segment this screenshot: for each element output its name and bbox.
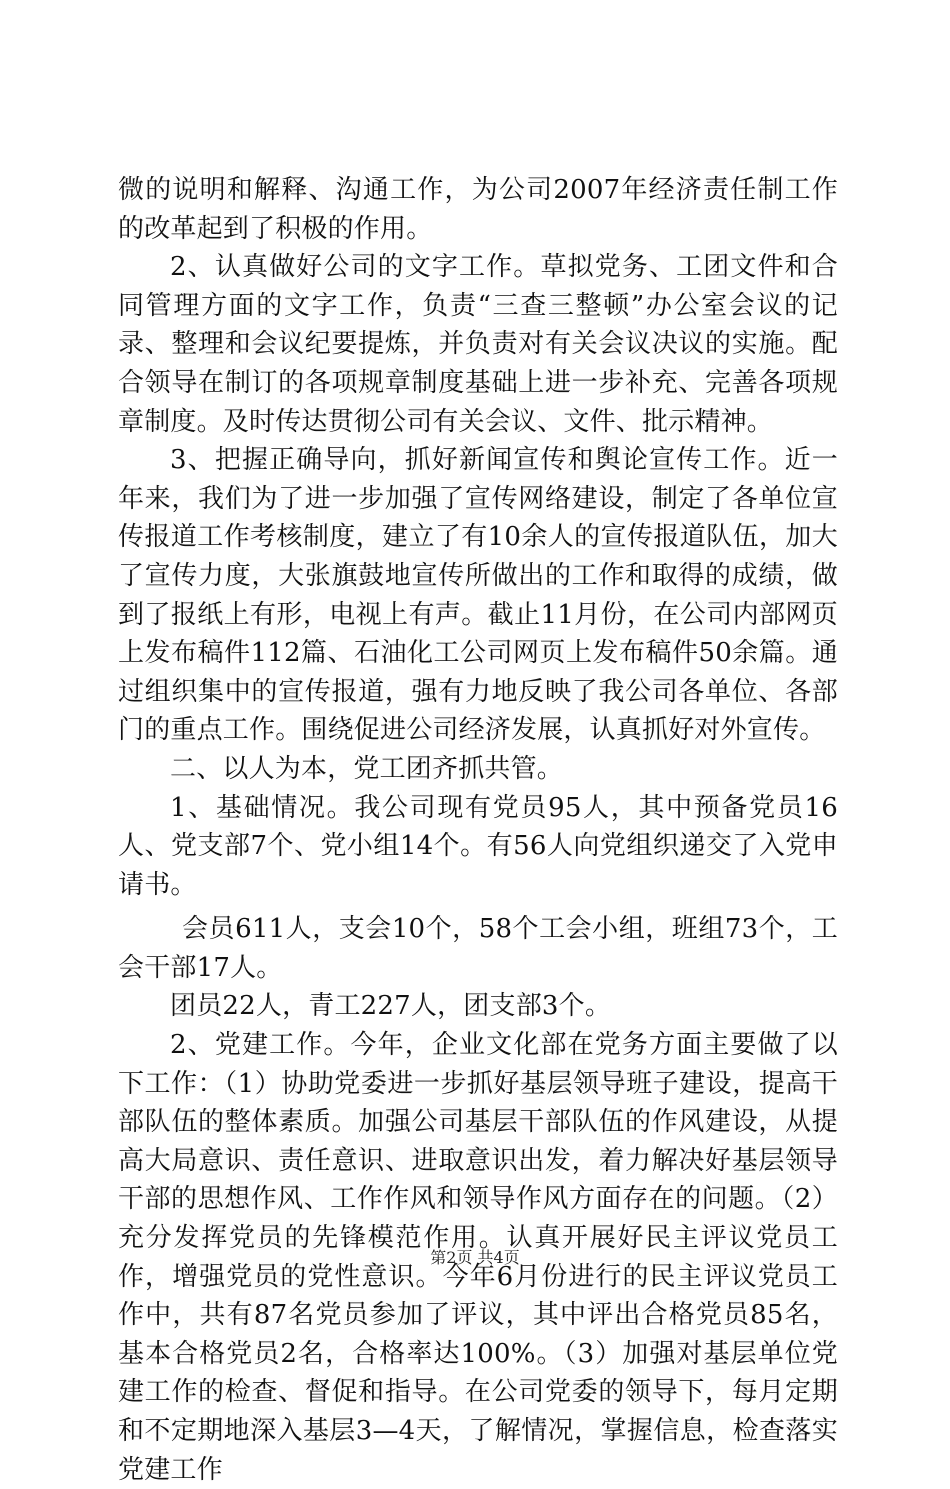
paragraph-continuation: 微的说明和解释、沟通工作，为公司2007年经济责任制工作的改革起到了积极的作用。	[118, 175, 838, 244]
paragraph-party-building: 2、党建工作。今年，企业文化部在党务方面主要做了以下工作：（1）协助党委进一步抓好基层领导班子建设，提高干部队伍的整体素质。加强公司基层干部队伍的作风建设，从提高大局意识、责任意识、进取意识出发，着力解决好基层领导干部的思想作风、工作作风和领导作风方面存在的问题。（2）充分发挥党员的先锋模范作用。认真开展好民主评议党员工作，增强党员的党性意识。今年6月份进行的民主评议党员工作中，共有87名党员参加了评议，其中评出合格党员85名，基本合格党员2名，合格率达100%。（3）加强对基层单位党建工作的检查、督促和指导。在公司党委的领导下，每月定期和不定期地深入基层3—4天，了解情况，掌握信息，检查落实党建工作	[118, 1030, 838, 1485]
paragraph-publicity-work: 3、把握正确导向，抓好新闻宣传和舆论宣传工作。近一年来，我们为了进一步加强了宣传网络建设，制定了各单位宣传报道工作考核制度，建立了有10余人的宣传报道队伍，加大了宣传力度，大张旗鼓地宣传所做出的工作和取得的成绩，做到了报纸上有形，电视上有声。截止11月份，在公司内部网页上发布稿件112篇、石油化工公司网页上发布稿件50余篇。通过组织集中的宣传报道，强有力地反映了我公司各单位、各部门的重点工作。围绕促进公司经济发展，认真抓好对外宣传。	[118, 445, 838, 746]
page-number-label: 第2页 共4页	[430, 1248, 520, 1267]
paragraph-union-members: 会员611人，支会10个，58个工会小组，班组73个，工会干部17人。	[118, 914, 838, 983]
paragraph-league-members: 团员22人，青工227人，团支部3个。	[170, 991, 612, 1022]
document-body	[118, 171, 838, 1489]
paragraph-text-work: 2、认真做好公司的文字工作。草拟党务、工团文件和合同管理方面的文字工作，负责“三查三整顿”办公室会议的记录、整理和会议纪要提炼，并负责对有关会议决议的实施。配合领导在制订的各项规章制度基础上进一步补充、完善各项规章制度。及时传达贯彻公司有关会议、文件、批示精神。	[118, 252, 838, 437]
paragraph-basic-situation: 1、基础情况。我公司现有党员95人，其中预备党员16人、党支部7个、党小组14个。有56人向党组织递交了入党申请书。	[118, 792, 838, 900]
section-heading-people-oriented: 二、以人为本，党工团齐抓共管。	[170, 753, 564, 784]
page-footer	[0, 1247, 950, 1269]
